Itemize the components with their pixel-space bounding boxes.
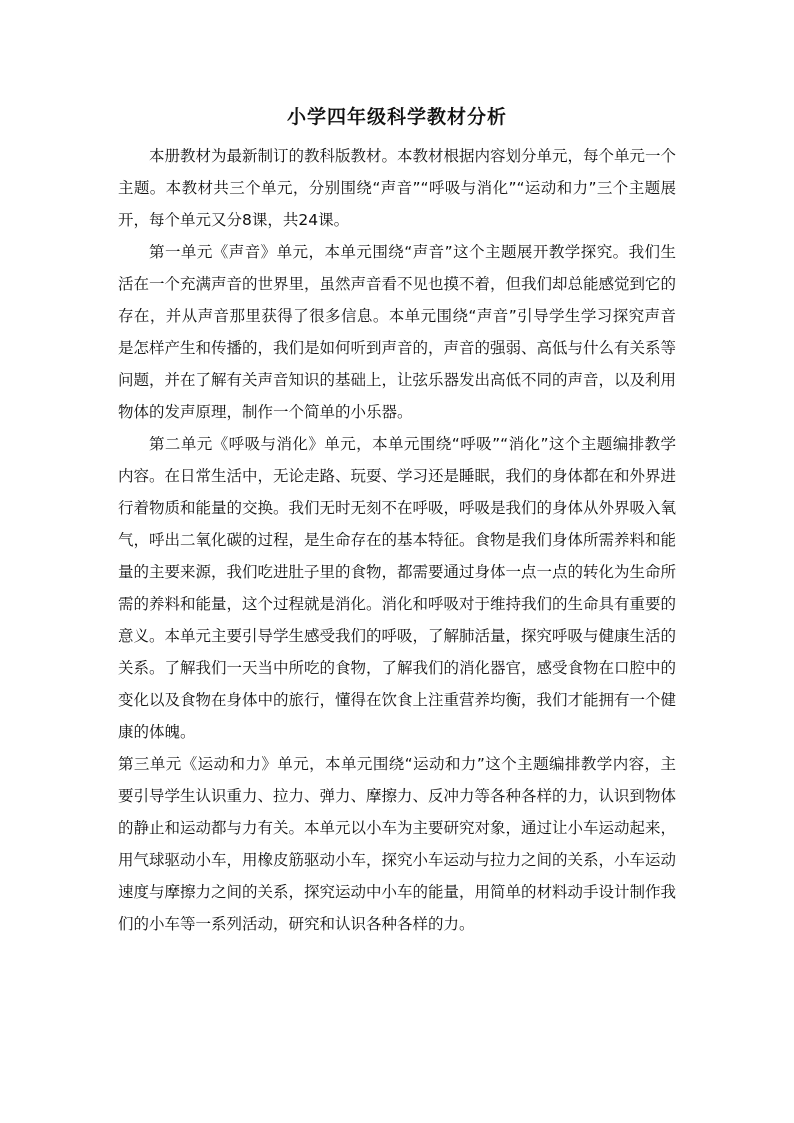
document-title: 小学四年级科学教材分析 xyxy=(286,106,507,128)
paragraph-unit-one: 第一单元《声音》单元，本单元围绕“声音”这个主题展开教学探究。我们生活在一个充满声音的世界里，虽然声音看不见也摸不着，但我们却总能感觉到它的存在，并从声音那里获得了很多信息。本单元围绕“声音”引导学生学习探究声音是怎样产生和传播的，我们是如何听到声音的，声音的强弱、高低与什么有关系等问题，并在了解有关声音知识的基础上，让弦乐器发出高低不同的声音，以及利用物体的发声原理，制作一个简单的小乐器。 xyxy=(118,243,677,421)
paragraph-intro: 本册教材为最新制订的教科版教材。本教材根据内容划分单元，每个单元一个主题。本教材共三个单元，分别围绕“声音”“呼吸与消化”“运动和力”三个主题展开，每个单元又分8课，共24课。 xyxy=(118,147,677,229)
paragraph-unit-two: 第二单元《呼吸与消化》单元，本单元围绕“呼吸”“消化”这个主题编排教学内容。在日常生活中，无论走路、玩耍、学习还是睡眠，我们的身体都在和外界进行着物质和能量的交换。我们无时无刻不在呼吸，呼吸是我们的身体从外界吸入氧气，呼出二氧化碳的过程，是生命存在的基本特征。食物是我们身体所需养料和能量的主要来源，我们吃进肚子里的食物，都需要通过身体一点一点的转化为生命所需的养料和能量，这个过程就是消化。消化和呼吸对于维持我们的生命具有重要的意义。本单元主要引导学生感受我们的呼吸，了解肺活量，探究呼吸与健康生活的关系。了解我们一天当中所吃的食物，了解我们的消化器官，感受食物在口腔中的变化以及食物在身体中的旅行，懂得在饮食上注重营养均衡，我们才能拥有一个健康的体魄。 xyxy=(118,435,677,741)
document-body xyxy=(118,140,676,940)
paragraph-unit-three: 第三单元《运动和力》单元，本单元围绕“运动和力”这个主题编排教学内容，主要引导学生认识重力、拉力、弹力、摩擦力、反冲力等各种各样的力，认识到物体的静止和运动都与力有关。本单元以小车为主要研究对象，通过让小车运动起来，用气球驱动小车，用橡皮筋驱动小车，探究小车运动与拉力之间的关系，小车运动速度与摩擦力之间的关系，探究运动中小车的能量，用简单的材料动手设计制作我们的小车等一系列活动，研究和认识各种各样的力。 xyxy=(118,755,677,933)
